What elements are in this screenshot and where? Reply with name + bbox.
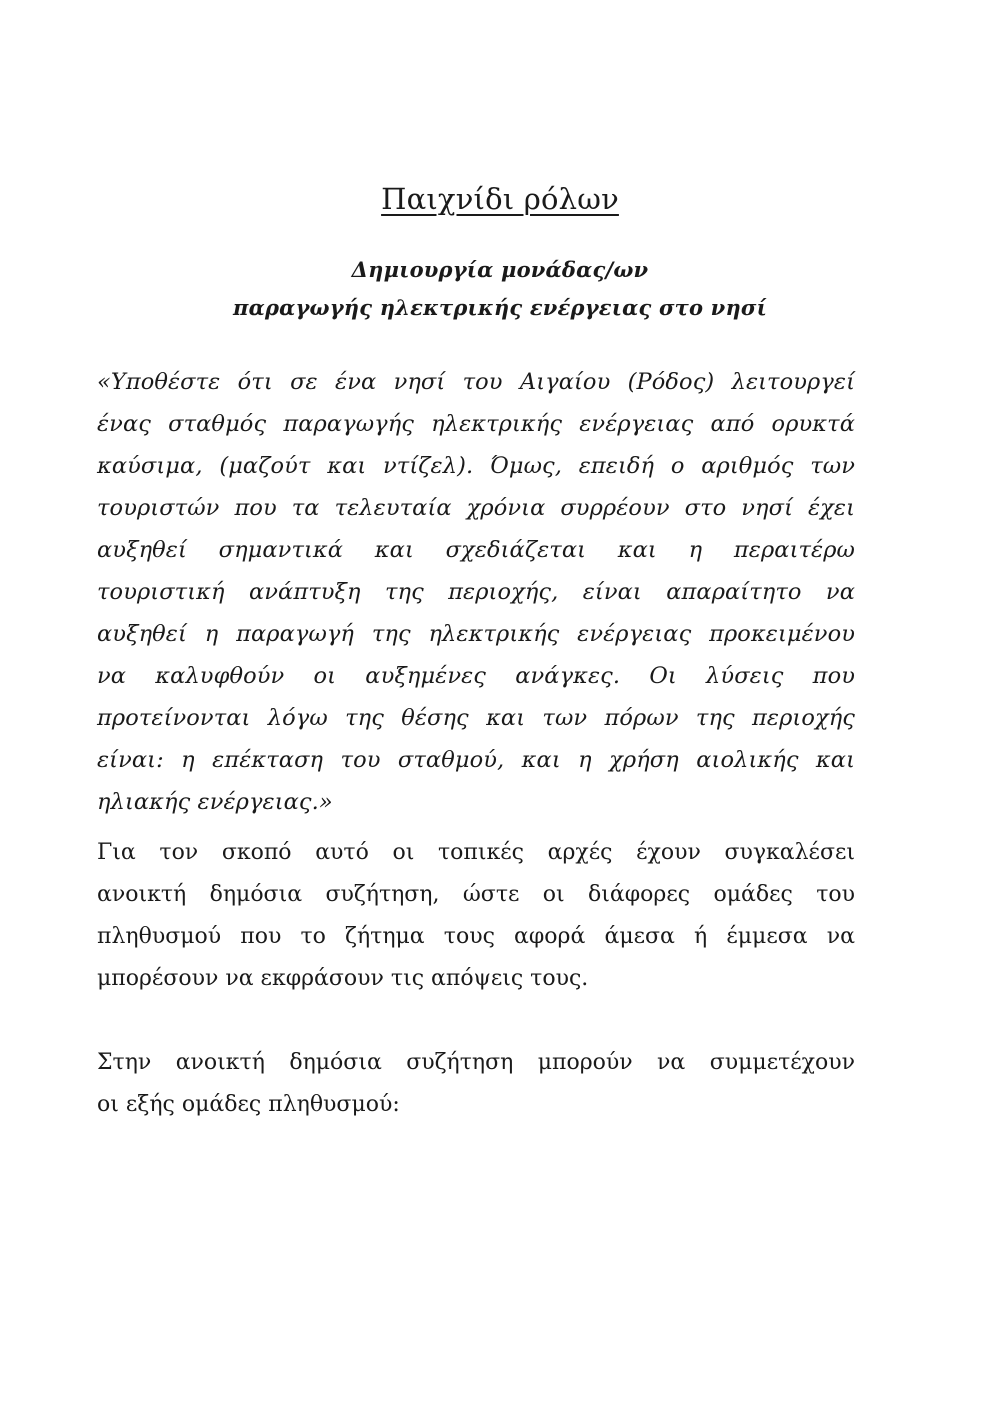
document-title: Παιχνίδι ρόλων (381, 182, 619, 216)
subtitle-line-2: παραγωγής ηλεκτρικής ενέργειας στο νησί (233, 295, 767, 320)
quote-line: να καλυφθούν οι αυξημένες ανάγκες. Οι λύσεις που (97, 663, 855, 689)
subtitle-line-1: Δημιουργία μονάδας/ων (351, 257, 649, 282)
quote-line: τουριστών που τα τελευταία χρόνια συρρέουν στο νησί έχει (97, 495, 855, 521)
quote-line: προτείνονται λόγω της θέσης και των πόρων της περιοχής (97, 705, 855, 731)
quote-line: καύσιμα, (μαζούτ και ντίζελ). Όμως, επειδή ο αριθμός των (97, 453, 855, 479)
paragraph-line: οι εξής ομάδες πληθυσμού: (97, 1092, 400, 1117)
paragraph-line: ανοικτή δημόσια συζήτηση, ώστε οι διάφορες ομάδες του (97, 882, 855, 907)
scenario-quote (97, 361, 855, 823)
quote-line: «Υποθέστε ότι σε ένα νησί του Αιγαίου (Ρόδος) λειτουργεί (97, 369, 855, 395)
quote-line: αυξηθεί σημαντικά και σχεδιάζεται και η περαιτέρω (97, 537, 855, 563)
quote-line: ένας σταθμός παραγωγής ηλεκτρικής ενέργειας από ορυκτά (97, 411, 855, 437)
paragraph-line: μπορέσουν να εκφράσουν τις απόψεις τους. (97, 966, 589, 991)
paragraph-line: Για τον σκοπό αυτό οι τοπικές αρχές έχουν συγκαλέσει (97, 840, 855, 865)
paragraph-purpose (97, 832, 855, 1000)
paragraph-line: Στην ανοικτή δημόσια συζήτηση μπορούν να συμμετέχουν (97, 1050, 855, 1075)
quote-line: τουριστική ανάπτυξη της περιοχής, είναι απαραίτητο να (97, 579, 855, 605)
quote-line: αυξηθεί η παραγωγή της ηλεκτρικής ενέργειας προκειμένου (97, 621, 855, 647)
paragraph-participants (97, 1042, 855, 1126)
quote-line: είναι: η επέκταση του σταθμού, και η χρήση αιολικής και (97, 747, 855, 773)
quote-line: ηλιακής ενέργειας.» (97, 789, 333, 815)
paragraph-line: πληθυσμού που το ζήτημα τους αφορά άμεσα ή έμμεσα να (97, 924, 855, 949)
